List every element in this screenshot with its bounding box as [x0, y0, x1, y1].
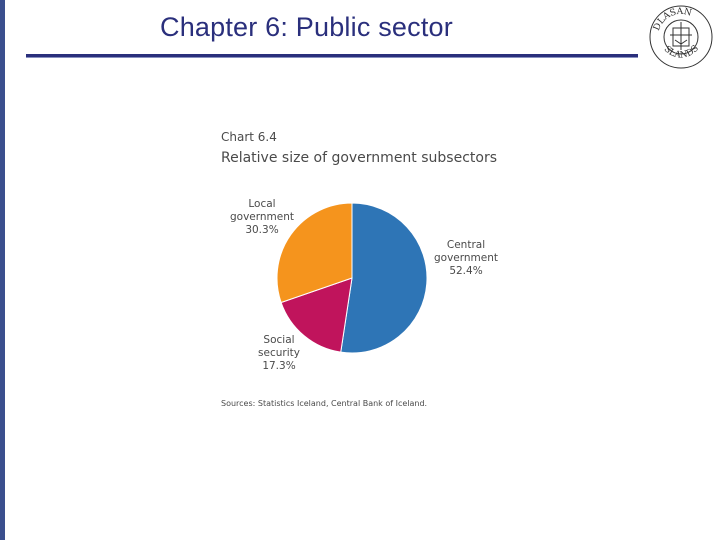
- svg-text:SLANDS: SLANDS: [661, 43, 702, 61]
- pie-slice-0: [341, 203, 427, 353]
- slide-title: Chapter 6: Public sector: [160, 12, 453, 42]
- pie-slice-label-1: Social security 17.3%: [258, 334, 300, 372]
- pie-slice-label-2: Local government 30.3%: [229, 198, 295, 236]
- chart-source: Sources: Statistics Iceland, Central Bank of Iceland.: [221, 399, 428, 408]
- svg-text:DLASAN: DLASAN: [652, 6, 693, 33]
- pie-slice-label-0: Central government 52.4%: [433, 239, 499, 277]
- chart-number: Chart 6.4: [221, 130, 277, 144]
- chart-title: Relative size of government subsectors: [221, 150, 498, 166]
